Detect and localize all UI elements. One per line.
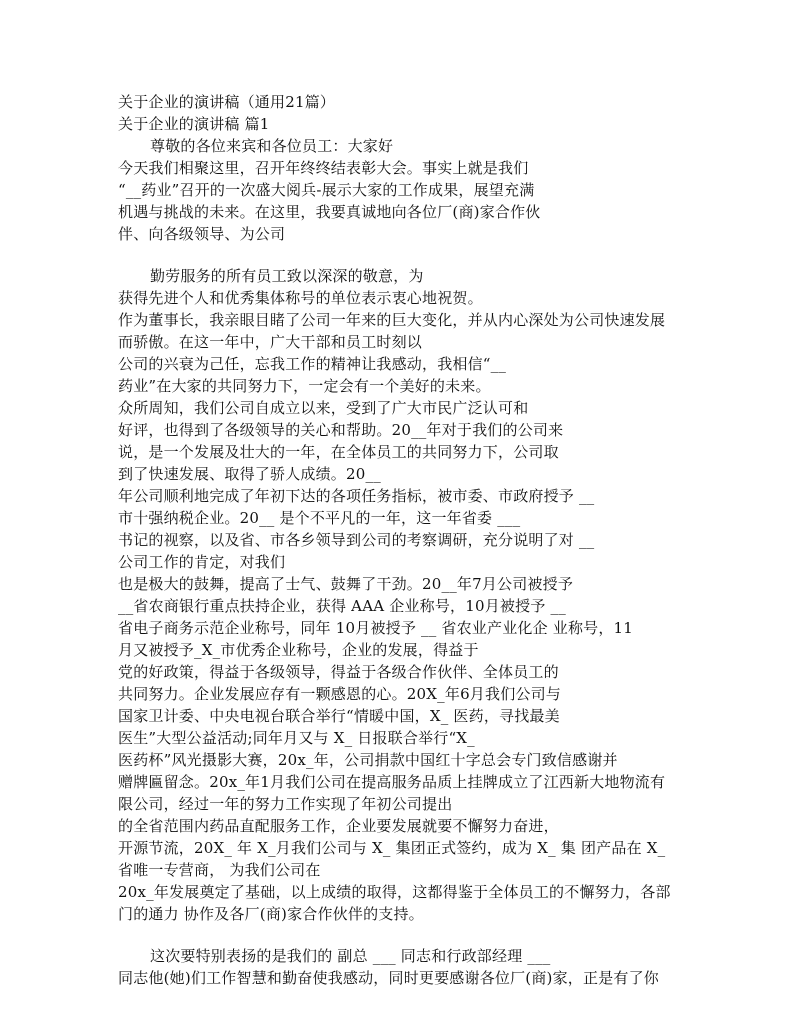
text-line: 月又被授予_X_市优秀企业称号，企业的发展，得益于 [118,641,479,659]
text-line: 20x_年发展奠定了基础，以上成绩的取得，这都得鉴于全体员工的不懈努力，各部 [118,883,671,901]
text-line: 尊敬的各位来宾和各位员工：大家好 [150,137,394,155]
text-line: 医药杯”风光摄影大赛，20x_年，公司捐款中国红十字总会专门致信感谢并 [118,751,618,769]
text-line: “__药业”召开的一次盛大阅兵-展示大家的工作成果，展望充满 [118,181,535,199]
text-line: 好评，也得到了各级领导的关心和帮助。20__年对于我们的公司来 [118,421,564,439]
text-line: 开源节流，20X_ 年 X_月我们公司与 X_ 集团正式签约，成为 X_ 集 团产品在 X_ [118,839,666,857]
text-line: 书记的视察，以及省、市各乡领导到公司的考察调研，充分说明了对 __ [118,531,595,549]
text-line: 共同努力。企业发展应存有一颗感恩的心。20X_年6月我们公司与 [118,685,562,703]
document-subtitle: 关于企业的演讲稿 篇1 [118,115,270,133]
document-title: 关于企业的演讲稿（通用21篇） [118,93,336,111]
text-line: 赠牌匾留念。20x_年1月我们公司在提高服务品质上挂牌成立了江西新大地物流有 [118,773,666,791]
text-line: 省唯一专营商， 为我们公司在 [118,861,321,879]
text-line: 获得先进个人和优秀集体称号的单位表示衷心地祝贺。 [118,289,483,307]
text-line: 同志他(她)们工作智慧和勤奋使我感动，同时更要感谢各位厂(商)家，正是有了你 [118,969,660,987]
text-line: 勤劳服务的所有员工致以深深的敬意，为 [150,267,424,285]
text-line: 机遇与挑战的未来。在这里，我要真诚地向各位厂(商)家合作伙 [118,203,541,221]
text-line: 众所周知，我们公司自成立以来，受到了广大市民广泛认可和 [118,399,529,417]
text-line: 医生”大型公益活动;同年月又与 X_ 日报联合举行“X_ [118,729,475,747]
text-line: 年公司顺利地完成了年初下达的各项任务指标，被市委、市政府授予 __ [118,487,595,505]
text-line: 说，是一个发展及壮大的一年，在全体员工的共同努力下，公司取 [118,443,559,461]
text-line: 省电子商务示范企业称号，同年 10月被授予 __ 省农业产业化企 业称号，11 [118,619,634,637]
text-line: 国家卫计委、中央电视台联合举行“情暖中国，X_ 医药，寻找最美 [118,707,560,725]
text-line: 的全省范围内药品直配服务工作，企业要发展就要不懈努力奋进， [118,817,559,835]
text-line: 公司的兴衰为己任，忘我工作的精神让我感动，我相信“__ [118,355,507,373]
text-line: 伴、向各级领导、为公司 [118,225,286,243]
text-line: 药业”在大家的共同努力下，一定会有一个美好的未来。 [118,377,491,395]
text-line: 今天我们相聚这里，召开年终终结表彰大会。事实上就是我们 [118,159,529,177]
text-line: 门的通力 协作及各厂(商)家合作伙伴的支持。 [118,905,424,923]
text-line: 公司工作的肯定，对我们 [118,553,286,571]
text-line: __省农商银行重点扶持企业，获得 AAA 企业称号，10月被授予 __ [118,597,566,615]
text-line: 限公司，经过一年的努力工作实现了年初公司提出 [118,795,453,813]
text-line: 而骄傲。在这一年中，广大干部和员工时刻以 [118,333,423,351]
text-line: 作为董事长，我亲眼目睹了公司一年来的巨大变化，并从内心深处为公司快速发展 [118,311,666,329]
text-line: 市十强纳税企业。20__ 是个不平凡的一年，这一年省委 ___ [118,509,521,527]
text-line: 到了快速发展、取得了骄人成绩。20__ [118,465,381,483]
text-line: 也是极大的鼓舞，提高了士气、鼓舞了干劲。20__年7月公司被授予 [118,575,574,593]
text-line: 这次要特别表扬的是我们的 副总 ___ 同志和行政部经理 ___ [150,947,551,965]
text-line: 党的好政策，得益于各级领导，得益于各级合作伙伴、全体员工的 [118,663,559,681]
